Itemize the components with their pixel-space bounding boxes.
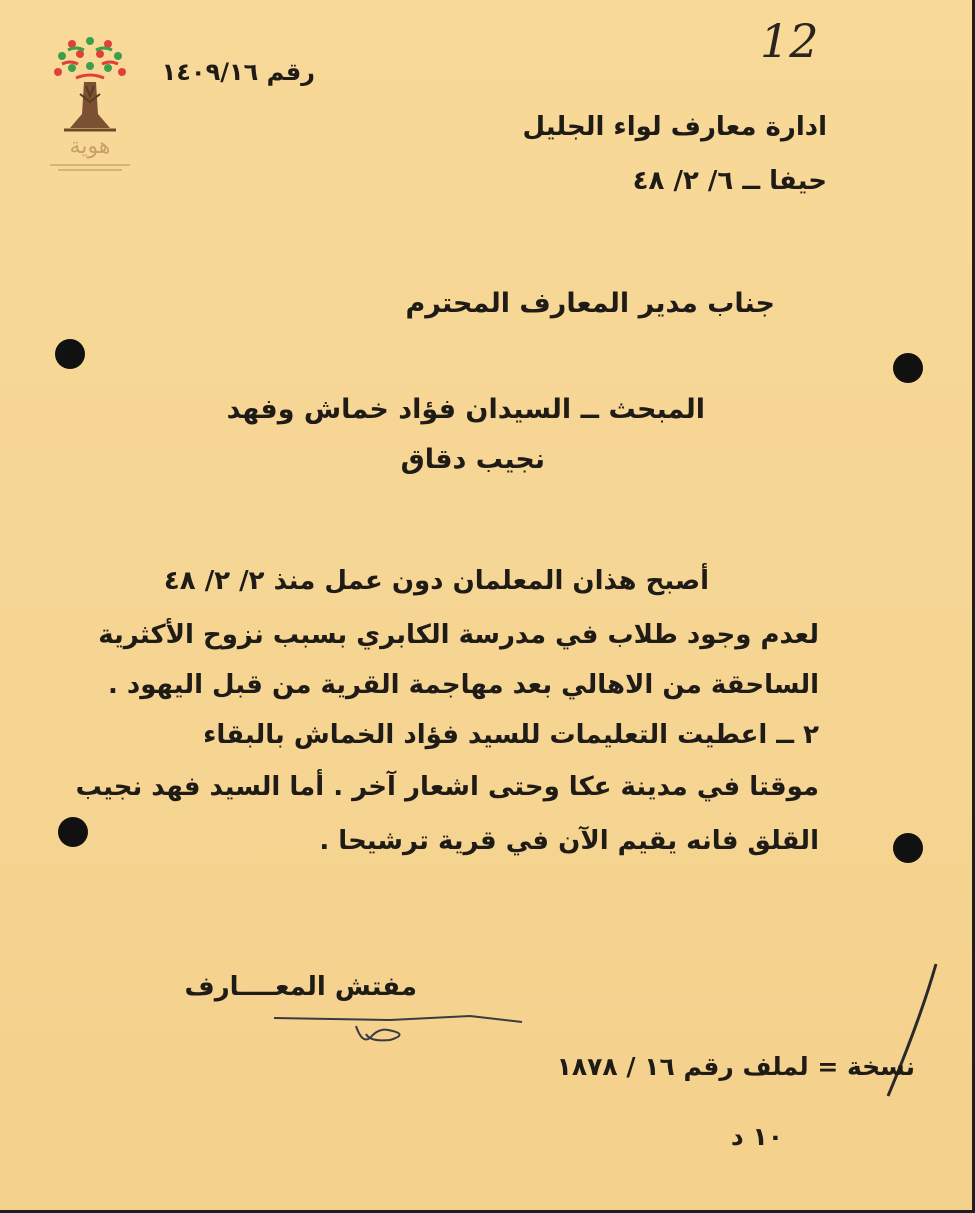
subject-line: المبحث ــ السيدان فؤاد خماش وفهد [226, 394, 705, 425]
header-department: ادارة معارف لواء الجليل [522, 112, 827, 142]
subject-line-continued: نجيب دقاق [400, 444, 545, 475]
addressee: جناب مدير المعارف المحترم [405, 288, 775, 319]
copy-to-file: نسخة = لملف رقم ١٦ / ١٨٧٨ [556, 1052, 915, 1081]
signature-title: مفتش المعــــارف [184, 972, 417, 1002]
body-line: ٢ ــ اعطيت التعليمات للسيد فؤاد الخماش بالبقاء [203, 720, 819, 750]
watermark-underline [50, 164, 130, 166]
punch-hole [893, 833, 923, 863]
body-line: موقتا في مدينة عكا وحتى اشعار آخر . أما السيد فهد نجيب [75, 772, 819, 802]
punch-hole [893, 353, 923, 383]
body-line: الساحقة من الاهالي بعد مهاجمة القرية من قبل اليهود . [107, 670, 819, 700]
page-number: 12 [760, 14, 819, 68]
punch-hole [58, 817, 88, 847]
watermark-underline [58, 169, 122, 171]
header-date: حيفا ــ ٦/ ٢/ ٤٨ [632, 166, 827, 196]
reference-number: رقم ١٤٠٩/١٦ [161, 58, 315, 86]
watermark-logo [50, 36, 130, 186]
footer-initials: ١٠ د [730, 1122, 783, 1151]
body-line: القلق فانه يقيم الآن في قرية ترشيحا . [319, 826, 819, 856]
tree-icon [50, 36, 130, 136]
body-line: لعدم وجود طلاب في مدرسة الكابري بسبب نزوح الأكثرية [98, 620, 819, 650]
signature-scribble [270, 1008, 530, 1048]
punch-hole [55, 339, 85, 369]
watermark-text: هوية [69, 134, 111, 159]
body-line: أصبح هذان المعلمان دون عمل منذ ٢/ ٢/ ٤٨ [163, 566, 709, 596]
